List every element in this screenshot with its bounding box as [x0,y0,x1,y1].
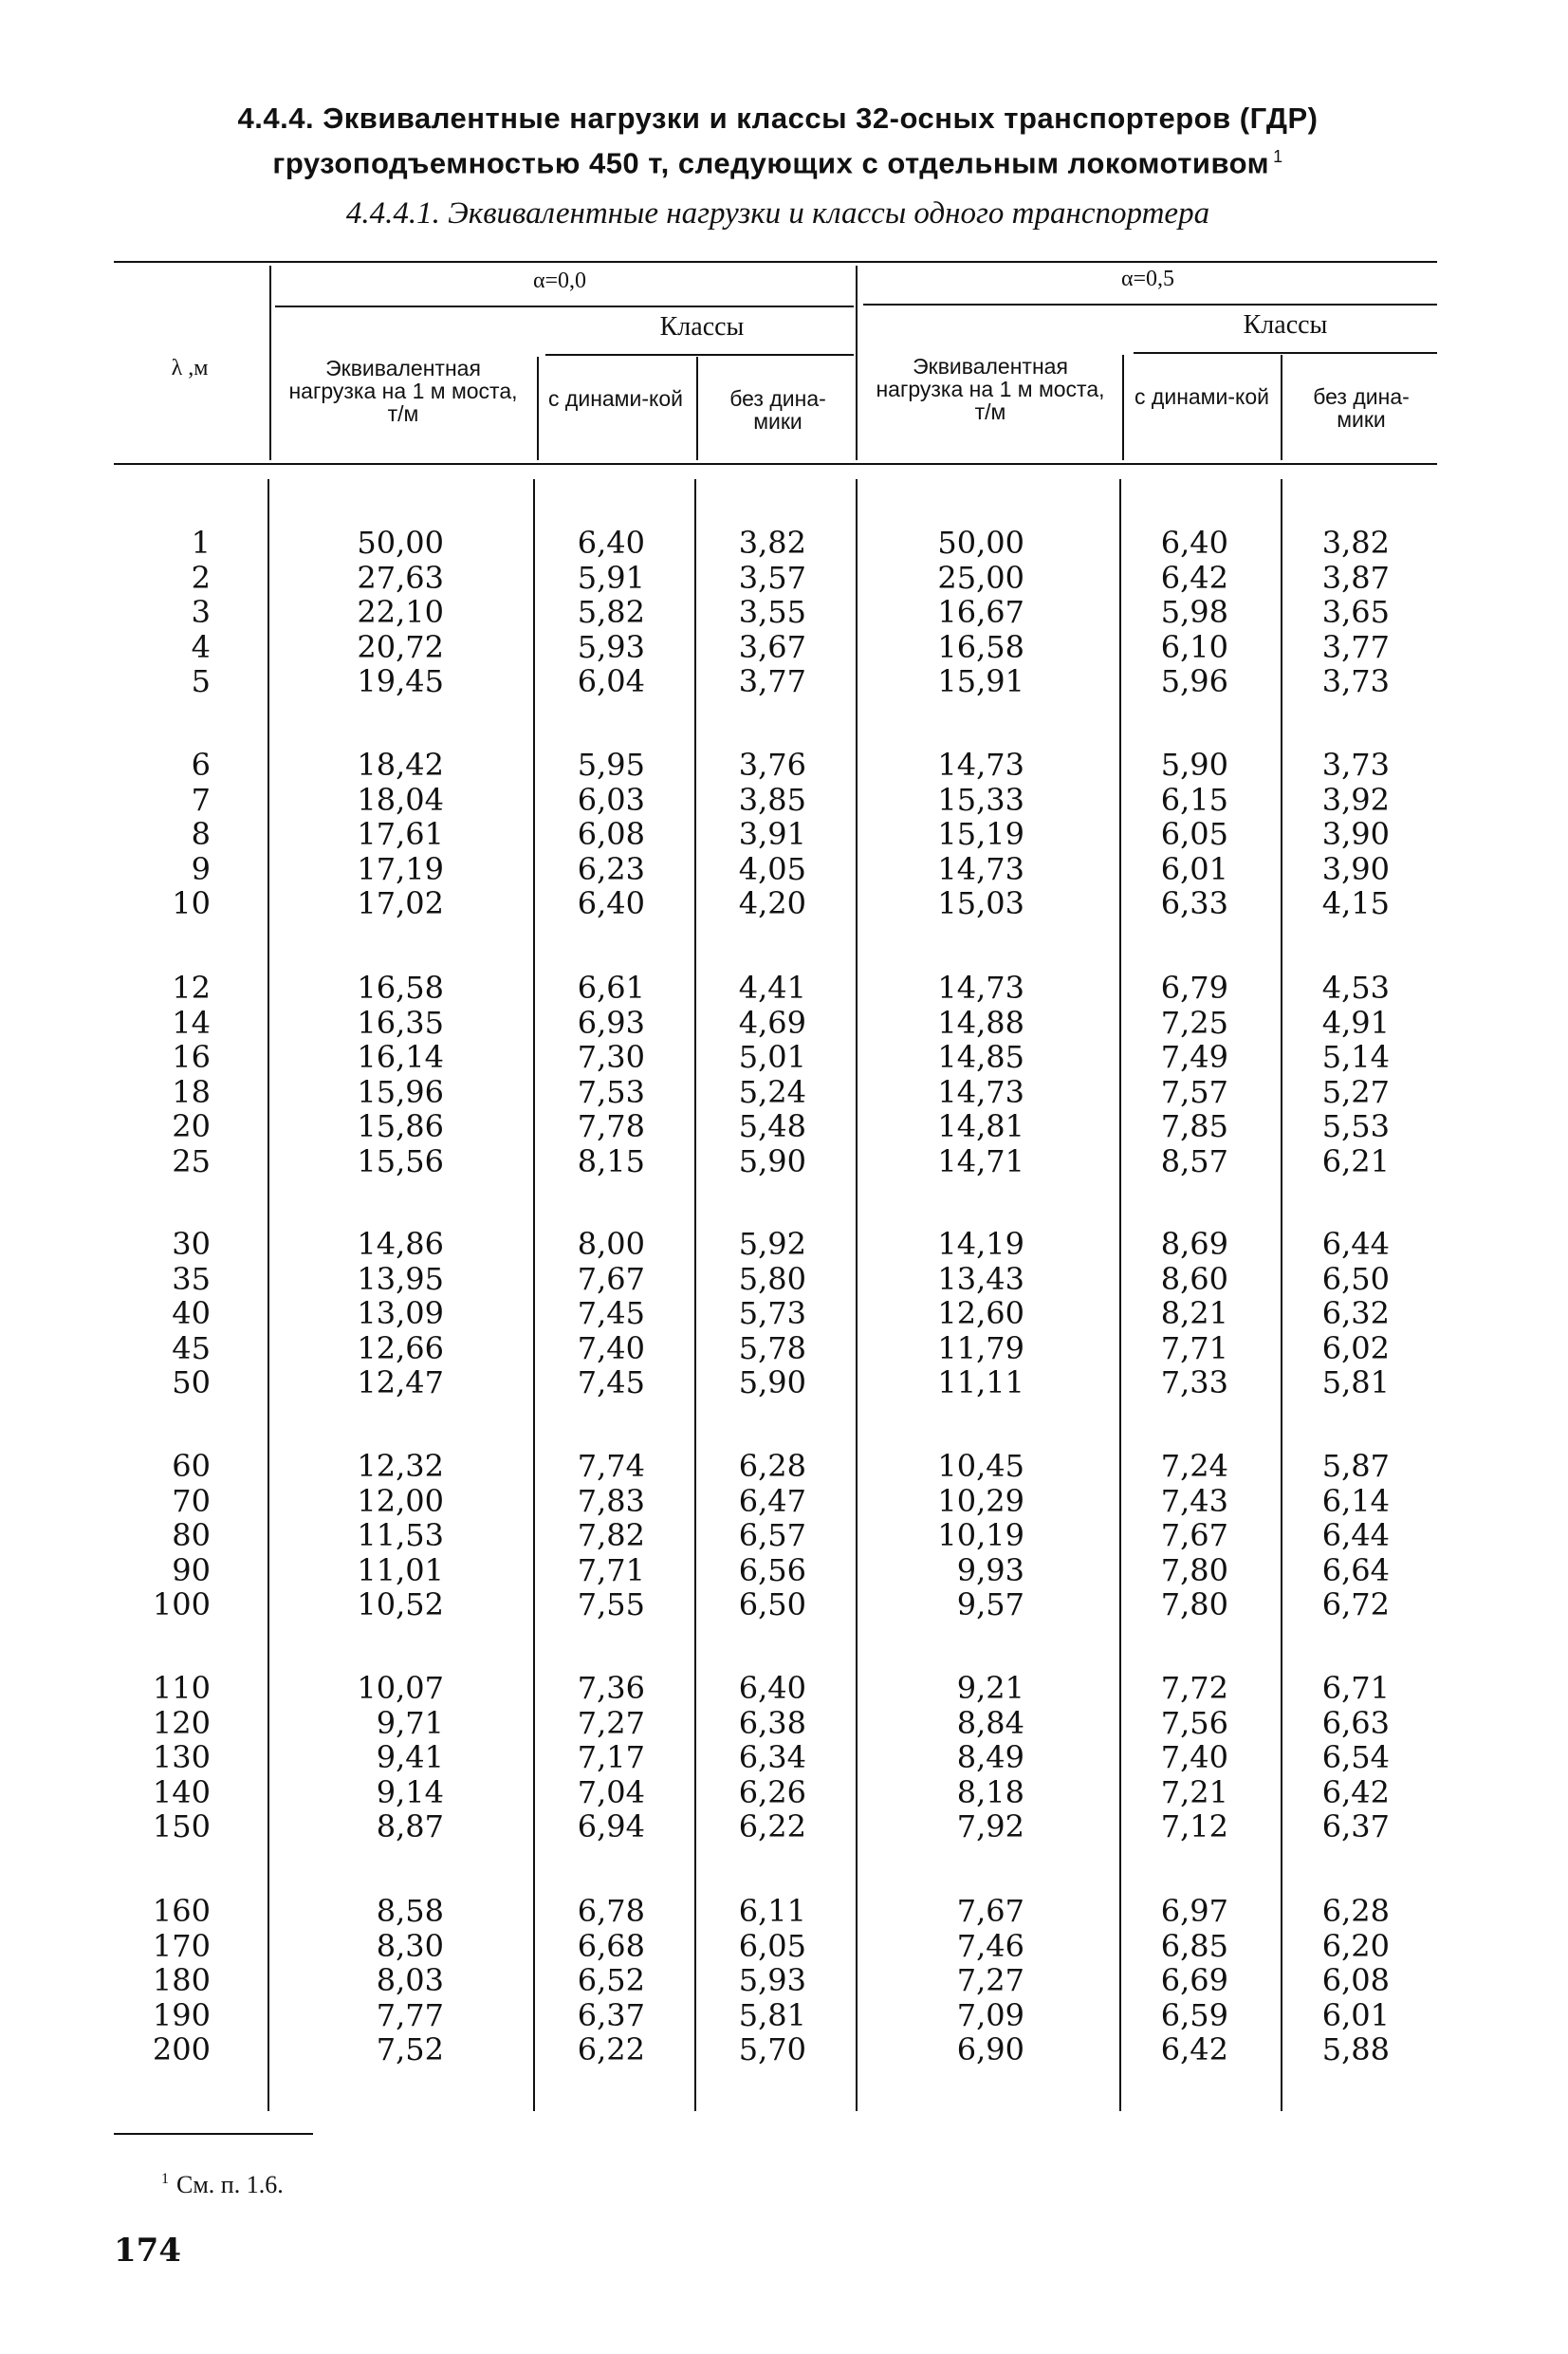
cell-with-dyn-a05: 7,33 [1160,1364,1228,1400]
cell-without-dyn-a05: 3,73 [1321,747,1390,783]
cell-lambda: 100 [152,1586,211,1622]
header-vline-4 [696,357,698,460]
cell-equiv-a05: 7,27 [956,1962,1024,1998]
header-vline-5 [1122,355,1124,460]
cell-equiv-a0: 18,04 [357,781,444,818]
cell-equiv-a05: 10,19 [937,1517,1024,1553]
cell-equiv-a05: 10,45 [937,1448,1024,1484]
cell-with-dyn-a05: 7,12 [1160,1808,1228,1844]
cell-with-dyn-a05: 7,25 [1160,1004,1228,1041]
cell-with-dyn-a0: 7,45 [577,1364,645,1400]
cell-with-dyn-a0: 7,36 [577,1670,645,1706]
cell-equiv-a0: 16,14 [357,1039,444,1075]
cell-equiv-a0: 20,72 [357,628,444,665]
cell-without-dyn-a0: 4,69 [738,1004,806,1041]
cell-without-dyn-a05: 3,90 [1321,850,1390,887]
cell-with-dyn-a0: 6,94 [577,1808,645,1844]
cell-lambda: 25 [172,1142,211,1179]
footnote-rule [114,2133,313,2135]
cell-without-dyn-a0: 5,01 [738,1039,806,1075]
cell-with-dyn-a0: 7,82 [577,1517,645,1553]
cell-without-dyn-a0: 5,48 [738,1108,806,1144]
cell-without-dyn-a0: 5,93 [738,1962,806,1998]
cell-without-dyn-a05: 3,82 [1321,525,1390,561]
cell-lambda: 170 [152,1927,211,1964]
cell-equiv-a05: 7,46 [956,1927,1024,1964]
cell-lambda: 60 [172,1448,211,1484]
cell-with-dyn-a05: 6,42 [1160,2031,1228,2067]
cell-without-dyn-a05: 6,37 [1321,1808,1390,1844]
cell-equiv-a0: 9,14 [376,1773,444,1810]
cell-equiv-a0: 15,86 [357,1108,444,1144]
cell-equiv-a05: 14,73 [937,1073,1024,1110]
cell-equiv-a05: 14,73 [937,850,1024,887]
cell-without-dyn-a05: 6,72 [1321,1586,1390,1622]
cell-equiv-a05: 16,67 [937,594,1024,630]
page-number: 174 [114,2232,181,2270]
cell-lambda: 150 [152,1808,211,1844]
cell-equiv-a0: 12,47 [357,1364,444,1400]
cell-with-dyn-a0: 6,78 [577,1893,645,1929]
cell-with-dyn-a0: 6,40 [577,885,645,921]
cell-with-dyn-a05: 6,59 [1160,1996,1228,2033]
cell-equiv-a0: 17,61 [357,816,444,852]
cell-without-dyn-a0: 5,78 [738,1329,806,1366]
cell-with-dyn-a0: 7,30 [577,1039,645,1075]
cell-equiv-a05: 6,90 [956,2031,1024,2067]
cell-with-dyn-a05: 7,85 [1160,1108,1228,1144]
body-vline-4 [856,479,858,2111]
cell-equiv-a05: 15,91 [937,663,1024,699]
cell-without-dyn-a0: 6,40 [738,1670,806,1706]
cell-with-dyn-a0: 6,40 [577,525,645,561]
cell-lambda: 90 [172,1551,211,1588]
cell-equiv-a05: 7,67 [956,1893,1024,1929]
cell-with-dyn-a05: 6,97 [1160,1893,1228,1929]
cell-equiv-a05: 14,73 [937,747,1024,783]
cell-with-dyn-a05: 5,96 [1160,663,1228,699]
cell-with-dyn-a05: 6,85 [1160,1927,1228,1964]
cell-without-dyn-a05: 5,27 [1321,1073,1390,1110]
cell-without-dyn-a05: 6,20 [1321,1927,1390,1964]
cell-with-dyn-a05: 6,40 [1160,525,1228,561]
cell-equiv-a05: 7,92 [956,1808,1024,1844]
cell-equiv-a05: 14,85 [937,1039,1024,1075]
cell-lambda: 18 [172,1073,211,1110]
cell-equiv-a0: 19,45 [357,663,444,699]
cell-without-dyn-a05: 3,90 [1321,816,1390,852]
alpha-sub-rule-left [275,306,854,307]
cell-equiv-a05: 15,33 [937,781,1024,818]
cell-without-dyn-a0: 6,57 [738,1517,806,1553]
cell-equiv-a05: 10,29 [937,1482,1024,1519]
cell-with-dyn-a0: 6,22 [577,2031,645,2067]
header-alpha-05: α=0,5 [1120,267,1175,291]
cell-equiv-a0: 17,02 [357,885,444,921]
cell-equiv-a05: 7,09 [956,1996,1024,2033]
cell-without-dyn-a05: 6,71 [1321,1670,1390,1706]
cell-without-dyn-a05: 6,28 [1321,1893,1390,1929]
cell-with-dyn-a05: 7,57 [1160,1073,1228,1110]
cell-without-dyn-a05: 6,32 [1321,1295,1390,1331]
cell-equiv-a0: 11,01 [357,1551,444,1588]
cell-lambda: 110 [152,1670,211,1706]
footnote-mark: 1 [161,2171,169,2188]
cell-equiv-a0: 8,03 [376,1962,444,1998]
cell-equiv-a05: 9,21 [956,1670,1024,1706]
cell-equiv-a05: 16,58 [937,628,1024,665]
cell-without-dyn-a0: 5,90 [738,1142,806,1179]
cell-equiv-a0: 16,58 [357,970,444,1006]
cell-with-dyn-a05: 7,56 [1160,1704,1228,1741]
cell-lambda: 50 [172,1364,211,1400]
cell-with-dyn-a0: 7,55 [577,1586,645,1622]
cell-with-dyn-a05: 7,40 [1160,1739,1228,1775]
header-equiv-load-right: Эквивалентная нагрузка на 1 м моста, т/м [876,354,1105,424]
cell-with-dyn-a05: 7,72 [1160,1670,1228,1706]
cell-with-dyn-a05: 8,69 [1160,1226,1228,1262]
cell-lambda: 8 [191,816,211,852]
footnote-text: См. п. 1.6. [176,2171,284,2198]
cell-equiv-a0: 12,66 [357,1329,444,1366]
cell-without-dyn-a0: 6,56 [738,1551,806,1588]
cell-with-dyn-a0: 6,52 [577,1962,645,1998]
table-top-rule [114,261,1437,263]
cell-equiv-a0: 14,86 [357,1226,444,1262]
cell-without-dyn-a05: 6,44 [1321,1517,1390,1553]
cell-equiv-a05: 15,19 [937,816,1024,852]
cell-with-dyn-a0: 8,00 [577,1226,645,1262]
cell-without-dyn-a05: 6,01 [1321,1996,1390,2033]
cell-without-dyn-a05: 6,21 [1321,1142,1390,1179]
header-vline-6 [1281,355,1282,460]
cell-equiv-a05: 11,79 [937,1329,1024,1366]
cell-equiv-a0: 12,00 [357,1482,444,1519]
cell-with-dyn-a05: 7,80 [1160,1551,1228,1588]
cell-without-dyn-a05: 5,87 [1321,1448,1390,1484]
title-footnote-mark: 1 [1273,147,1283,166]
cell-without-dyn-a05: 6,50 [1321,1260,1390,1297]
cell-with-dyn-a0: 6,37 [577,1996,645,2033]
cell-with-dyn-a0: 7,53 [577,1073,645,1110]
cell-without-dyn-a05: 6,63 [1321,1704,1390,1741]
header-bottom-rule [114,463,1437,465]
cell-lambda: 5 [191,663,211,699]
cell-lambda: 30 [172,1226,211,1262]
cell-equiv-a0: 13,95 [357,1260,444,1297]
cell-equiv-a05: 11,11 [937,1364,1024,1400]
cell-equiv-a05: 9,57 [956,1586,1024,1622]
cell-without-dyn-a0: 3,55 [738,594,806,630]
body-vline-1 [267,479,269,2111]
cell-with-dyn-a05: 7,67 [1160,1517,1228,1553]
cell-without-dyn-a05: 6,54 [1321,1739,1390,1775]
cell-without-dyn-a0: 3,91 [738,816,806,852]
cell-with-dyn-a0: 5,93 [577,628,645,665]
cell-without-dyn-a05: 6,44 [1321,1226,1390,1262]
cell-without-dyn-a0: 3,77 [738,663,806,699]
cell-with-dyn-a0: 6,61 [577,970,645,1006]
header-vline-1 [269,266,271,460]
cell-without-dyn-a0: 4,20 [738,885,806,921]
cell-with-dyn-a05: 5,98 [1160,594,1228,630]
cell-lambda: 180 [152,1962,211,1998]
section-title [142,100,1413,182]
cell-equiv-a05: 14,71 [937,1142,1024,1179]
body-vline-6 [1281,479,1282,2111]
cell-without-dyn-a0: 6,47 [738,1482,806,1519]
cell-lambda: 80 [172,1517,211,1553]
cell-without-dyn-a05: 3,87 [1321,559,1390,596]
cell-with-dyn-a0: 7,17 [577,1739,645,1775]
cell-equiv-a0: 22,10 [357,594,444,630]
header-equiv-load-left: Эквивалентная нагрузка на 1 м моста, т/м [288,356,518,426]
cell-lambda: 200 [152,2031,211,2067]
cell-with-dyn-a05: 6,69 [1160,1962,1228,1998]
cell-equiv-a0: 7,52 [376,2031,444,2067]
cell-with-dyn-a05: 6,79 [1160,970,1228,1006]
cell-without-dyn-a0: 5,70 [738,2031,806,2067]
cell-equiv-a0: 17,19 [357,850,444,887]
cell-equiv-a05: 14,88 [937,1004,1024,1041]
cell-lambda: 70 [172,1482,211,1519]
cell-with-dyn-a05: 7,80 [1160,1586,1228,1622]
cell-with-dyn-a05: 8,57 [1160,1142,1228,1179]
cell-without-dyn-a0: 3,57 [738,559,806,596]
cell-equiv-a05: 14,19 [937,1226,1024,1262]
alpha-sub-rule-right [863,304,1437,306]
footnote [161,2171,284,2199]
cell-lambda: 20 [172,1108,211,1144]
section-title-line2: грузоподъемностью 450 т, следующих с отдельным локомотивом [272,146,1270,180]
cell-equiv-a05: 14,73 [937,970,1024,1006]
cell-lambda: 2 [191,559,211,596]
classes-rule-right [1134,352,1437,354]
table-subtitle: 4.4.4.1. Эквивалентные нагрузки и классы одного транспортера [345,196,1210,231]
cell-lambda: 14 [172,1004,211,1041]
cell-without-dyn-a0: 5,80 [738,1260,806,1297]
cell-equiv-a05: 12,60 [937,1295,1024,1331]
cell-equiv-a0: 9,71 [376,1704,444,1741]
cell-without-dyn-a05: 5,88 [1321,2031,1390,2067]
cell-with-dyn-a05: 5,90 [1160,747,1228,783]
cell-with-dyn-a0: 7,04 [577,1773,645,1810]
cell-equiv-a05: 14,81 [937,1108,1024,1144]
cell-lambda: 35 [172,1260,211,1297]
cell-with-dyn-a0: 5,95 [577,747,645,783]
cell-without-dyn-a05: 3,65 [1321,594,1390,630]
cell-lambda: 45 [172,1329,211,1366]
cell-equiv-a0: 11,53 [357,1517,444,1553]
cell-without-dyn-a05: 3,92 [1321,781,1390,818]
cell-equiv-a0: 9,41 [376,1739,444,1775]
cell-without-dyn-a05: 4,15 [1321,885,1390,921]
cell-without-dyn-a0: 3,85 [738,781,806,818]
cell-equiv-a0: 8,30 [376,1927,444,1964]
cell-without-dyn-a0: 6,34 [738,1739,806,1775]
cell-lambda: 140 [152,1773,211,1810]
cell-without-dyn-a0: 5,81 [738,1996,806,2033]
cell-equiv-a05: 8,84 [956,1704,1024,1741]
cell-without-dyn-a0: 4,05 [738,850,806,887]
cell-equiv-a05: 13,43 [937,1260,1024,1297]
cell-lambda: 40 [172,1295,211,1331]
cell-with-dyn-a0: 6,23 [577,850,645,887]
cell-without-dyn-a05: 5,53 [1321,1108,1390,1144]
body-vline-3 [694,479,696,2111]
cell-equiv-a0: 7,77 [376,1996,444,2033]
cell-lambda: 6 [191,747,211,783]
header-vline-2 [856,266,858,460]
body-vline-2 [533,479,535,2111]
cell-with-dyn-a0: 7,45 [577,1295,645,1331]
cell-without-dyn-a0: 5,73 [738,1295,806,1331]
cell-lambda: 9 [191,850,211,887]
cell-without-dyn-a05: 5,14 [1321,1039,1390,1075]
cell-without-dyn-a0: 5,92 [738,1226,806,1262]
cell-with-dyn-a0: 6,04 [577,663,645,699]
cell-lambda: 130 [152,1739,211,1775]
body-vline-5 [1119,479,1121,2111]
cell-without-dyn-a05: 6,02 [1321,1329,1390,1366]
cell-without-dyn-a0: 3,76 [738,747,806,783]
cell-lambda: 12 [172,970,211,1006]
cell-with-dyn-a05: 6,01 [1160,850,1228,887]
cell-lambda: 7 [191,781,211,818]
section-title-line1: 4.4.4. Эквивалентные нагрузки и классы 32-осных транспортеров (ГДР) [237,102,1319,135]
cell-with-dyn-a0: 5,91 [577,559,645,596]
cell-without-dyn-a05: 6,14 [1321,1482,1390,1519]
cell-with-dyn-a05: 6,15 [1160,781,1228,818]
cell-equiv-a0: 8,87 [376,1808,444,1844]
cell-without-dyn-a05: 4,53 [1321,970,1390,1006]
cell-equiv-a05: 50,00 [937,525,1024,561]
header-vline-3 [537,357,539,460]
classes-rule-left [545,354,854,356]
cell-equiv-a05: 8,18 [956,1773,1024,1810]
cell-with-dyn-a0: 7,40 [577,1329,645,1366]
cell-without-dyn-a0: 6,26 [738,1773,806,1810]
header-classes-right: Классы [1243,310,1328,340]
cell-with-dyn-a05: 8,60 [1160,1260,1228,1297]
cell-with-dyn-a0: 7,71 [577,1551,645,1588]
cell-without-dyn-a05: 5,81 [1321,1364,1390,1400]
header-classes-left: Классы [659,312,745,342]
cell-without-dyn-a0: 3,82 [738,525,806,561]
cell-with-dyn-a05: 6,05 [1160,816,1228,852]
cell-without-dyn-a0: 6,05 [738,1927,806,1964]
cell-equiv-a0: 13,09 [357,1295,444,1331]
cell-equiv-a05: 25,00 [937,559,1024,596]
cell-lambda: 1 [191,525,211,561]
cell-lambda: 16 [172,1039,211,1075]
cell-without-dyn-a0: 5,24 [738,1073,806,1110]
cell-lambda: 160 [152,1893,211,1929]
cell-with-dyn-a0: 6,68 [577,1927,645,1964]
cell-with-dyn-a0: 6,93 [577,1004,645,1041]
cell-without-dyn-a0: 6,11 [738,1893,806,1929]
header-lambda: λ ,м [171,356,209,380]
cell-equiv-a05: 9,93 [956,1551,1024,1588]
cell-with-dyn-a0: 7,67 [577,1260,645,1297]
header-with-dyn-left: с динами-кой [548,386,683,411]
cell-without-dyn-a05: 3,73 [1321,663,1390,699]
cell-equiv-a0: 10,07 [357,1670,444,1706]
cell-with-dyn-a05: 7,49 [1160,1039,1228,1075]
cell-without-dyn-a05: 6,42 [1321,1773,1390,1810]
cell-with-dyn-a0: 7,78 [577,1108,645,1144]
cell-with-dyn-a05: 7,43 [1160,1482,1228,1519]
cell-without-dyn-a0: 6,50 [738,1586,806,1622]
cell-without-dyn-a05: 6,64 [1321,1551,1390,1588]
cell-without-dyn-a0: 5,90 [738,1364,806,1400]
cell-equiv-a0: 18,42 [357,747,444,783]
cell-lambda: 120 [152,1704,211,1741]
cell-equiv-a0: 10,52 [357,1586,444,1622]
cell-with-dyn-a05: 7,71 [1160,1329,1228,1366]
header-alpha-0: α=0,0 [532,269,587,293]
cell-lambda: 3 [191,594,211,630]
cell-with-dyn-a05: 6,33 [1160,885,1228,921]
cell-equiv-a0: 15,96 [357,1073,444,1110]
cell-without-dyn-a05: 4,91 [1321,1004,1390,1041]
cell-with-dyn-a0: 6,08 [577,816,645,852]
cell-with-dyn-a05: 7,24 [1160,1448,1228,1484]
cell-equiv-a0: 8,58 [376,1893,444,1929]
cell-with-dyn-a05: 6,10 [1160,628,1228,665]
cell-without-dyn-a05: 3,77 [1321,628,1390,665]
cell-equiv-a05: 8,49 [956,1739,1024,1775]
header-without-dyn-right: без дина-мики [1313,384,1410,432]
cell-equiv-a0: 12,32 [357,1448,444,1484]
cell-lambda: 190 [152,1996,211,2033]
cell-without-dyn-a05: 6,08 [1321,1962,1390,1998]
cell-with-dyn-a05: 7,21 [1160,1773,1228,1810]
cell-lambda: 4 [191,628,211,665]
cell-equiv-a05: 15,03 [937,885,1024,921]
cell-equiv-a0: 15,56 [357,1142,444,1179]
cell-without-dyn-a0: 6,22 [738,1808,806,1844]
cell-lambda: 10 [172,885,211,921]
cell-without-dyn-a0: 4,41 [738,970,806,1006]
cell-without-dyn-a0: 6,38 [738,1704,806,1741]
header-without-dyn-left: без дина-мики [729,386,826,434]
header-with-dyn-right: с динами-кой [1134,384,1269,409]
cell-with-dyn-a0: 8,15 [577,1142,645,1179]
cell-equiv-a0: 50,00 [357,525,444,561]
cell-with-dyn-a05: 8,21 [1160,1295,1228,1331]
cell-equiv-a0: 16,35 [357,1004,444,1041]
cell-with-dyn-a0: 6,03 [577,781,645,818]
cell-equiv-a0: 27,63 [357,559,444,596]
cell-with-dyn-a0: 7,74 [577,1448,645,1484]
cell-with-dyn-a0: 7,27 [577,1704,645,1741]
cell-without-dyn-a0: 3,67 [738,628,806,665]
cell-with-dyn-a05: 6,42 [1160,559,1228,596]
cell-without-dyn-a0: 6,28 [738,1448,806,1484]
cell-with-dyn-a0: 7,83 [577,1482,645,1519]
cell-with-dyn-a0: 5,82 [577,594,645,630]
